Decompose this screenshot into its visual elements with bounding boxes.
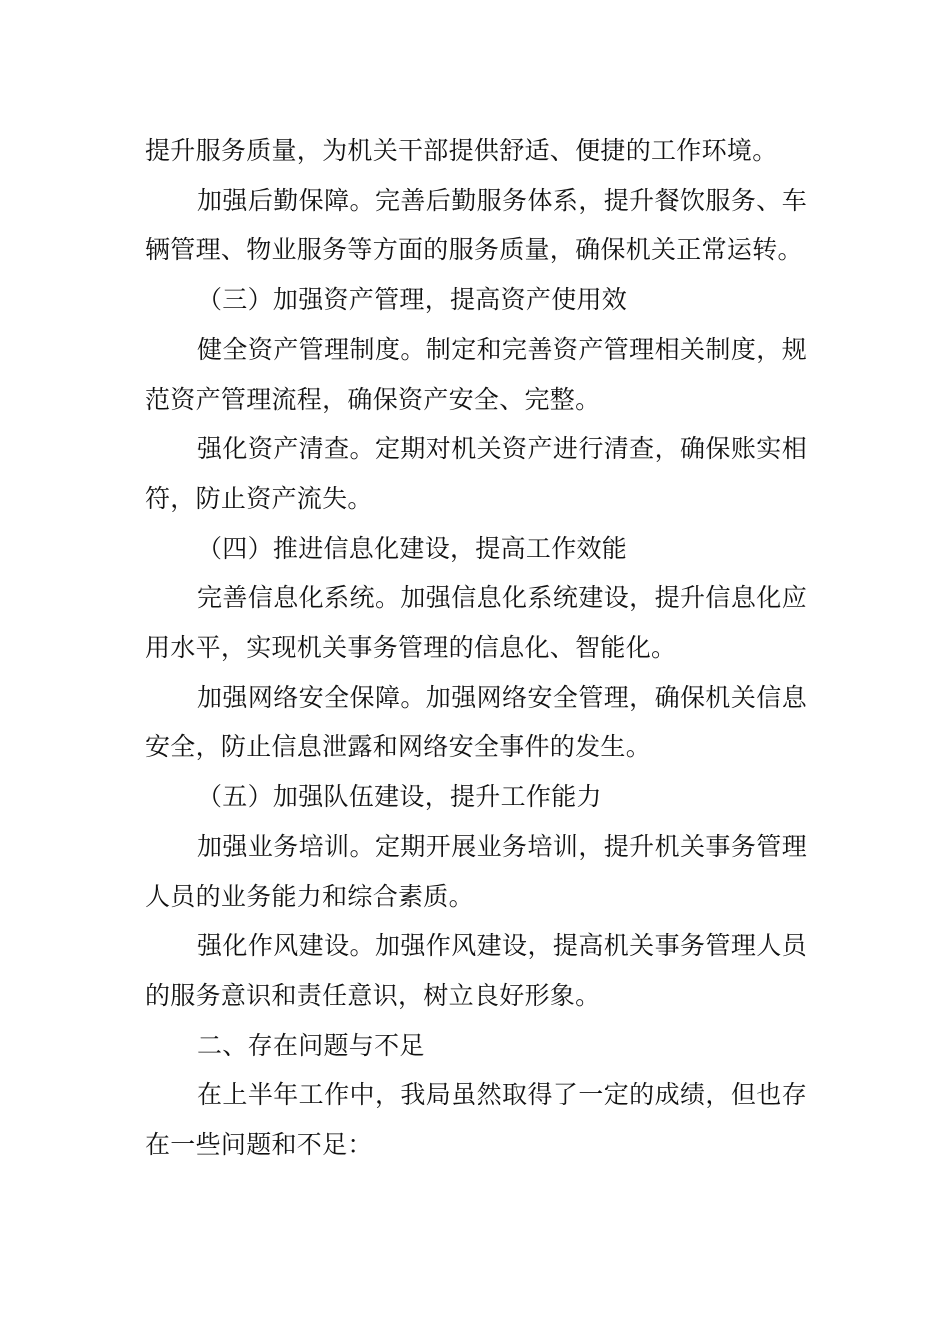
paragraph-network-security: 加强网络安全保障。加强网络安全管理，确保机关信息安全，防止信息泄露和网络安全事件的发生。	[145, 682, 807, 762]
document-body	[145, 126, 807, 1170]
paragraph-business-training: 加强业务培训。定期开展业务培训，提升机关事务管理人员的业务能力和综合素质。	[145, 831, 807, 911]
paragraph-asset-system: 健全资产管理制度。制定和完善资产管理相关制度，规范资产管理流程，确保资产安全、完整。	[145, 334, 807, 414]
paragraph-continuation: 提升服务质量，为机关干部提供舒适、便捷的工作环境。	[145, 136, 778, 165]
subheading-informatization: （四）推进信息化建设，提高工作效能	[197, 533, 628, 563]
subheading-asset-management: （三）加强资产管理，提高资产使用效	[197, 285, 628, 315]
paragraph-work-style: 强化作风建设。加强作风建设，提高机关事务管理人员的服务意识和责任意识，树立良好形象。	[145, 931, 807, 1010]
section-heading-problems: 二、存在问题与不足	[197, 1030, 425, 1060]
paragraph-information-system: 完善信息化系统。加强信息化系统建设，提升信息化应用水平，实现机关事务管理的信息化、智能化。	[145, 583, 807, 663]
subheading-team-building: （五）加强队伍建设，提升工作能力	[197, 782, 602, 812]
paragraph-asset-inventory: 强化资产清查。定期对机关资产进行清查，确保账实相符，防止资产流失。	[145, 434, 807, 513]
paragraph-logistics-support: 加强后勤保障。完善后勤服务体系，提升餐饮服务、车辆管理、物业服务等方面的服务质量，确保机关正常运转。	[145, 185, 807, 265]
paragraph-problems-intro: 在上半年工作中，我局虽然取得了一定的成绩，但也存在一些问题和不足：	[145, 1080, 807, 1160]
